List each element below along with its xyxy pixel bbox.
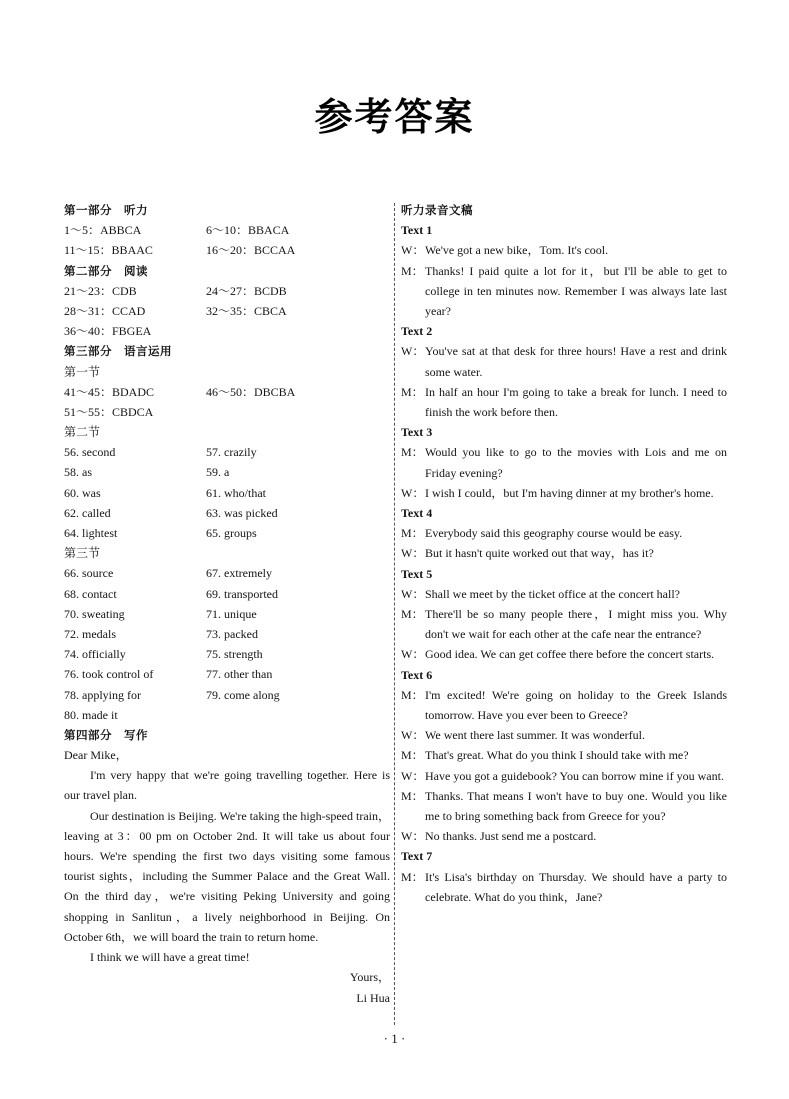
answer-cell: 67. extremely	[206, 566, 272, 581]
answer-cell: 66. source	[64, 566, 114, 581]
answer-column	[64, 200, 390, 1008]
speaker: W：	[401, 485, 425, 500]
speaker: W：	[401, 768, 425, 783]
transcript-text-label: Text 7	[401, 849, 433, 864]
utterance: That's great. What do you think I should take with me?	[425, 748, 689, 763]
answer-cell: 71. unique	[206, 606, 257, 621]
answer-row	[64, 301, 390, 321]
utterance: Everybody said this geography course would be easy.	[425, 526, 683, 541]
speaker: M：	[401, 263, 424, 278]
transcript-text-label: Text 2	[401, 324, 433, 339]
dialogue-line	[401, 786, 727, 826]
answer-cell: 80. made it	[64, 707, 118, 722]
transcript-heading: 听力录音文稿	[401, 203, 473, 217]
part1-answers	[64, 220, 390, 260]
answer-cell: 64. lightest	[64, 526, 118, 540]
utterance: Thanks! I paid quite a lot for it，but I'll be able to get to college in ten minutes now. Remember I was always late last year?	[425, 263, 727, 318]
part4-heading: 第四部分 写作	[64, 727, 148, 742]
dialogue-line	[401, 826, 727, 846]
answer-row	[64, 644, 390, 664]
utterance: No thanks. Just send me a postcard.	[425, 829, 597, 844]
dialogue-line	[401, 543, 727, 563]
speaker: W：	[401, 546, 425, 561]
answer-cell: 36～40：FBGEA	[64, 324, 152, 339]
page-title: 参考答案	[314, 95, 475, 139]
letter-paragraph-2: Our destination is Beijing. We're taking the high-speed train，leaving at 3：00 pm on October 2nd. It will take us about four hours. We're spending the first two days visiting some famous tourist sights，including the Summer Palace and the Great Wall. On the third day，we're visiting Peking University and going shopping in Sanlitun，a lively neighborhood in Beijing. On October 6th，we will board the train to return home.	[64, 808, 390, 944]
letter-paragraph-3: I think we will have a great time!	[90, 950, 250, 965]
dialogue-line	[401, 483, 727, 503]
transcript-text-label: Text 1	[401, 223, 433, 238]
part1-heading: 第一部分 听力	[64, 203, 148, 217]
answer-cell: 11～15：BBAAC	[64, 243, 153, 258]
section2-answers	[64, 442, 390, 543]
transcript-column	[401, 200, 727, 907]
letter-paragraph-1: I'm very happy that we're going travelling together. Here is our travel plan.	[64, 768, 390, 803]
dialogue-line	[401, 766, 727, 786]
answer-row	[64, 321, 390, 341]
utterance: But it hasn't quite worked out that way，has it?	[425, 546, 654, 561]
letter-signature: Li Hua	[356, 990, 390, 1005]
speaker: M：	[401, 869, 424, 884]
speaker: W：	[401, 243, 425, 258]
answer-cell: 32～35：CBCA	[206, 303, 287, 318]
utterance: Have you got a guidebook? You can borrow mine if you want.	[425, 768, 724, 783]
speaker: W：	[401, 586, 425, 601]
answer-cell: 72. medals	[64, 626, 116, 641]
answer-cell: 41～45：BDADC	[64, 384, 155, 399]
speaker: M：	[401, 748, 424, 763]
utterance: We went there last summer. It was wonderful.	[425, 728, 645, 743]
answer-cell: 61. who/that	[206, 485, 266, 500]
section3-heading: 第三节	[64, 546, 101, 561]
speaker: W：	[401, 647, 425, 662]
column-divider	[394, 203, 395, 1025]
utterance: It's Lisa's birthday on Thursday. We should have a party to celebrate. What do you think，Jane?	[425, 869, 727, 904]
utterance: Shall we meet by the ticket office at the concert hall?	[425, 586, 681, 601]
dialogue-line	[401, 725, 727, 745]
utterance: Good idea. We can get coffee there before the concert starts.	[425, 647, 715, 662]
dialogue-line	[401, 442, 727, 482]
answer-cell: 51～55：CBDCA	[64, 404, 154, 419]
utterance: There'll be so many people there，I might miss you. Why don't we wait for each other at the cafe near the entrance?	[425, 606, 727, 642]
dialogue-line	[401, 240, 727, 260]
dialogue-line	[401, 584, 727, 604]
answer-row	[64, 664, 390, 684]
transcript-text-label: Text 4	[401, 505, 433, 520]
answer-cell: 77. other than	[206, 667, 273, 682]
answer-row	[64, 604, 390, 624]
answer-cell: 59. a	[206, 465, 230, 480]
answer-row	[64, 462, 390, 482]
answer-cell: 63. was picked	[206, 505, 278, 520]
utterance: You've sat at that desk for three hours! Have a rest and drink some water.	[425, 344, 727, 379]
answer-cell: 76. took control of	[64, 667, 154, 682]
answer-cell: 56. second	[64, 445, 116, 460]
answer-cell: 62. called	[64, 505, 111, 520]
speaker: M：	[401, 606, 424, 621]
part2-heading: 第二部分 阅读	[64, 263, 148, 278]
part3-heading: 第三部分 语言运用	[64, 344, 172, 359]
section1-heading: 第一节	[64, 364, 101, 379]
answer-row	[64, 705, 390, 725]
answer-cell: 73. packed	[206, 626, 258, 641]
answer-row	[64, 624, 390, 644]
answer-cell: 58. as	[64, 465, 92, 480]
answer-cell: 6～10：BBACA	[206, 223, 290, 238]
answer-cell: 70. sweating	[64, 606, 125, 621]
answer-row	[64, 402, 390, 422]
page-number: · 1 ·	[383, 1031, 406, 1046]
answer-cell: 78. applying for	[64, 687, 141, 702]
utterance: In half an hour I'm going to take a break for lunch. I need to finish the work before then.	[425, 384, 727, 419]
answer-cell: 24～27：BCDB	[206, 283, 287, 298]
dialogue-line	[401, 745, 727, 765]
section2-heading: 第二节	[64, 425, 101, 440]
utterance: I'm excited! We're going on holiday to the Greek Islands tomorrow. Have you ever been to Greece?	[425, 687, 727, 722]
answer-row	[64, 382, 390, 402]
dialogue-line	[401, 261, 727, 322]
utterance: I wish I could，but I'm having dinner at my brother's home.	[425, 485, 714, 500]
speaker: M：	[401, 384, 424, 399]
answer-cell: 16～20：BCCAA	[206, 243, 296, 258]
speaker: M：	[401, 526, 424, 541]
speaker: M：	[401, 788, 424, 803]
answer-cell: 65. groups	[206, 526, 257, 540]
answer-row	[64, 523, 390, 543]
speaker: W：	[401, 829, 425, 844]
transcript-text-label: Text 6	[401, 667, 433, 682]
answer-cell: 1～5：ABBCA	[64, 223, 142, 238]
answer-cell: 60. was	[64, 485, 101, 500]
speaker: W：	[401, 344, 425, 359]
answer-row	[64, 563, 390, 583]
answer-cell: 28～31：CCAD	[64, 303, 146, 318]
utterance: Would you like to go to the movies with Lois and me on Friday evening?	[425, 445, 727, 480]
answer-row	[64, 685, 390, 705]
dialogue-line	[401, 523, 727, 543]
dialogue-line	[401, 867, 727, 907]
answer-cell: 68. contact	[64, 586, 117, 601]
answer-row	[64, 281, 390, 301]
dialogue-line	[401, 644, 727, 664]
speaker: M：	[401, 445, 424, 460]
answer-cell: 46～50：DBCBA	[206, 384, 296, 399]
answer-cell: 21～23：CDB	[64, 283, 137, 298]
section3-answers	[64, 563, 390, 725]
speaker: W：	[401, 728, 425, 743]
dialogue-line	[401, 685, 727, 725]
dialogue-line	[401, 341, 727, 381]
transcript-text-label: Text 3	[401, 425, 433, 440]
answer-row	[64, 503, 390, 523]
answer-row	[64, 442, 390, 462]
answer-cell: 74. officially	[64, 647, 126, 662]
dialogue-line	[401, 382, 727, 422]
part2-answers	[64, 281, 390, 342]
answer-row	[64, 240, 390, 260]
answer-row	[64, 584, 390, 604]
utterance: Thanks. That means I won't have to buy one. Would you like me to bring something back from Greece for you?	[425, 788, 727, 823]
answer-cell: 79. come along	[206, 687, 280, 702]
speaker: M：	[401, 687, 424, 702]
answer-cell: 57. crazily	[206, 445, 257, 460]
letter-closing: Yours，	[349, 970, 390, 985]
section1-answers	[64, 382, 390, 422]
answer-row	[64, 220, 390, 240]
transcript-text-label: Text 5	[401, 566, 433, 581]
utterance: We've got a new bike，Tom. It's cool.	[425, 243, 609, 258]
letter-greeting: Dear Mike，	[64, 748, 128, 763]
answer-cell: 69. transported	[206, 586, 278, 601]
answer-row	[64, 483, 390, 503]
answer-cell: 75. strength	[206, 647, 263, 662]
dialogue-line	[401, 604, 727, 644]
transcript-body	[401, 220, 727, 907]
